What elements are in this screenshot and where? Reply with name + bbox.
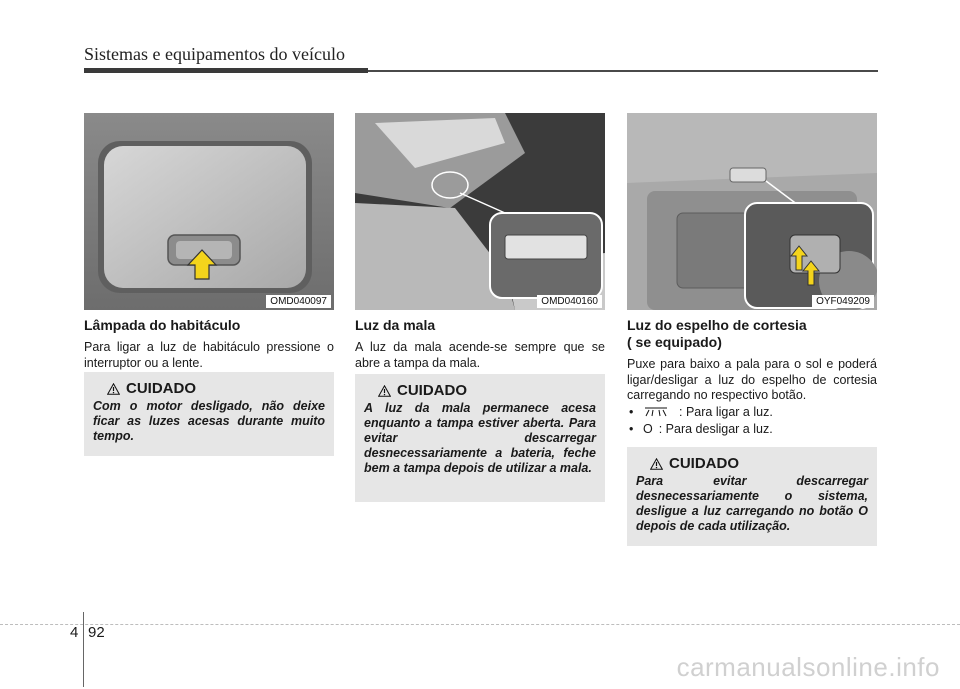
footer-divider xyxy=(83,612,84,687)
caution-box-trunk-lamp xyxy=(355,374,605,502)
page-header-title: Sistemas e equipamentos do veículo xyxy=(84,44,345,64)
section-body: A luz da mala acende-se sempre que se abre a tampa da mala. xyxy=(355,340,605,370)
list-item: • O : Para desligar a luz. xyxy=(629,421,773,436)
chapter-number: 4 xyxy=(70,624,79,641)
section-body: Puxe para baixo a pala para o sol e poderá ligar/desligar a luz do espelho de cortesia carregando no respectivo botão. xyxy=(627,357,877,402)
section-title: Luz da mala xyxy=(355,317,436,333)
page-number: 92 xyxy=(88,624,105,641)
list-item: • : Para ligar a luz. xyxy=(629,404,773,419)
section-dome-lamp xyxy=(84,317,334,371)
header-rule-light xyxy=(368,70,878,72)
watermark: carmanualsonline.info xyxy=(676,652,940,682)
section-title: Luz do espelho de cortesia ( se equipado) xyxy=(627,317,807,350)
bullet-text: : Para desligar a luz. xyxy=(658,421,773,436)
dome-lamp-photo xyxy=(84,113,334,310)
trunk-lamp-photo xyxy=(355,113,605,310)
caution-text: Com o motor desligado, não deixe ficar as luzes acesas durante muito tempo. xyxy=(93,399,325,443)
caution-title: CUIDADO xyxy=(397,382,467,399)
bullet-text: : Para ligar a luz. xyxy=(679,404,773,419)
image-code-label: OYF049209 xyxy=(812,295,874,308)
warning-triangle-icon xyxy=(378,385,391,397)
vanity-mirror-photo xyxy=(627,113,877,310)
image-code-label: OMD040160 xyxy=(537,295,602,308)
caution-box-dome-lamp xyxy=(84,372,334,456)
section-trunk-lamp xyxy=(355,317,605,371)
footer-dashed-line xyxy=(0,624,960,625)
section-title: Lâmpada do habitáculo xyxy=(84,317,241,333)
caution-text: A luz da mala permanece acesa enquanto a tampa estiver aberta. Para evitar descarregar desnecessariamente a bateria, feche bem a tampa depois de utilizar a mala. xyxy=(364,401,596,475)
bullet-symbol: O xyxy=(643,421,653,436)
caution-title: CUIDADO xyxy=(669,455,739,472)
warning-triangle-icon xyxy=(650,458,663,470)
section-body: Para ligar a luz de habitáculo pressione o interruptor ou a lente. xyxy=(84,340,334,370)
image-code-label: OMD040097 xyxy=(266,295,331,308)
lamp-on-icon xyxy=(643,406,669,418)
section-vanity-mirror xyxy=(627,317,877,438)
warning-triangle-icon xyxy=(107,383,120,395)
caution-text: Para evitar descarregar desnecessariamente o sistema, desligue a luz carregando no botão O depois de cada utilização. xyxy=(636,474,868,533)
caution-box-vanity-mirror xyxy=(627,447,877,546)
header-rule-dark xyxy=(84,68,368,73)
caution-title: CUIDADO xyxy=(126,380,196,397)
